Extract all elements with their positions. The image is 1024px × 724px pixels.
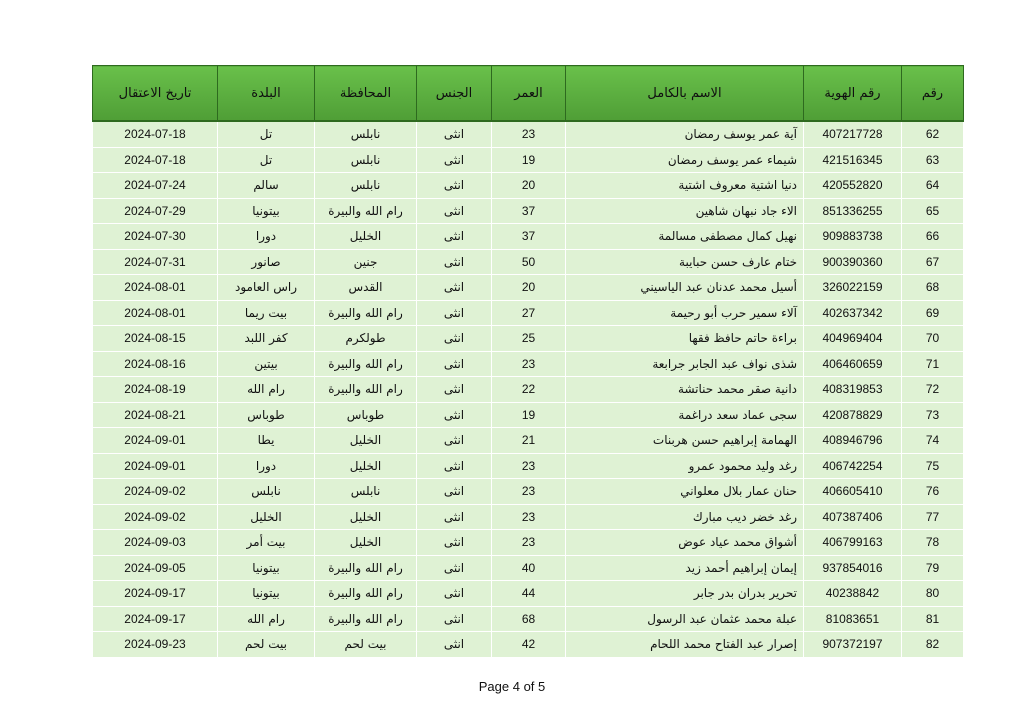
town-cell: بيتونيا bbox=[218, 198, 315, 224]
row-number-cell: 68 bbox=[902, 275, 964, 301]
age-cell: 37 bbox=[492, 224, 566, 250]
table-row bbox=[93, 300, 964, 326]
arrest-date-cell: 2024-09-02 bbox=[93, 504, 218, 530]
age-cell: 42 bbox=[492, 632, 566, 658]
town-cell: بيتونيا bbox=[218, 555, 315, 581]
table-row bbox=[93, 402, 964, 428]
row-number-cell: 69 bbox=[902, 300, 964, 326]
gender-cell: انثى bbox=[417, 275, 492, 301]
governorate-cell: طولكرم bbox=[315, 326, 417, 352]
id-number-cell: 402637342 bbox=[804, 300, 902, 326]
gender-cell: انثى bbox=[417, 249, 492, 275]
id-number-cell: 420878829 bbox=[804, 402, 902, 428]
table-row bbox=[93, 275, 964, 301]
age-cell: 44 bbox=[492, 581, 566, 607]
governorate-cell: رام الله والبيرة bbox=[315, 351, 417, 377]
governorate-cell: نابلس bbox=[315, 147, 417, 173]
table-row bbox=[93, 326, 964, 352]
full-name-cell: آية عمر يوسف رمضان bbox=[566, 121, 804, 147]
governorate-cell: نابلس bbox=[315, 121, 417, 147]
town-cell: الخليل bbox=[218, 504, 315, 530]
full-name-cell: رغد خضر ديب مبارك bbox=[566, 504, 804, 530]
full-name-cell: رغد وليد محمود عمرو bbox=[566, 453, 804, 479]
arrest-date-cell: 2024-09-02 bbox=[93, 479, 218, 505]
row-number-cell: 64 bbox=[902, 173, 964, 199]
gender-cell: انثى bbox=[417, 326, 492, 352]
arrest-date-cell: 2024-08-21 bbox=[93, 402, 218, 428]
table-row bbox=[93, 198, 964, 224]
table-row bbox=[93, 147, 964, 173]
row-number-cell: 77 bbox=[902, 504, 964, 530]
row-number-cell: 73 bbox=[902, 402, 964, 428]
age-cell: 23 bbox=[492, 504, 566, 530]
table-row bbox=[93, 173, 964, 199]
row-number-cell: 70 bbox=[902, 326, 964, 352]
row-number-cell: 81 bbox=[902, 606, 964, 632]
row-number-cell: 76 bbox=[902, 479, 964, 505]
town-cell: راس العامود bbox=[218, 275, 315, 301]
town-cell: تل bbox=[218, 121, 315, 147]
age-cell: 19 bbox=[492, 147, 566, 173]
gender-cell: انثى bbox=[417, 581, 492, 607]
age-cell: 20 bbox=[492, 173, 566, 199]
id-number-cell: 406742254 bbox=[804, 453, 902, 479]
governorate-cell: بيت لحم bbox=[315, 632, 417, 658]
town-cell: كفر اللبد bbox=[218, 326, 315, 352]
gender-cell: انثى bbox=[417, 377, 492, 403]
full-name-cell: حنان عمار بلال معلواني bbox=[566, 479, 804, 505]
id-number-cell: 404969404 bbox=[804, 326, 902, 352]
age-cell: 22 bbox=[492, 377, 566, 403]
id-number-cell: 406605410 bbox=[804, 479, 902, 505]
governorate-cell: رام الله والبيرة bbox=[315, 606, 417, 632]
table-row bbox=[93, 453, 964, 479]
age-cell: 27 bbox=[492, 300, 566, 326]
row-number-cell: 71 bbox=[902, 351, 964, 377]
governorate-cell: طوباس bbox=[315, 402, 417, 428]
governorate-cell: رام الله والبيرة bbox=[315, 198, 417, 224]
id-number-cell: 407217728 bbox=[804, 121, 902, 147]
town-cell: يطا bbox=[218, 428, 315, 454]
age-cell: 25 bbox=[492, 326, 566, 352]
id-number-cell: 81083651 bbox=[804, 606, 902, 632]
town-cell: بيت أمر bbox=[218, 530, 315, 556]
table-row bbox=[93, 530, 964, 556]
id-number-cell: 900390360 bbox=[804, 249, 902, 275]
table-row bbox=[93, 504, 964, 530]
age-cell: 21 bbox=[492, 428, 566, 454]
governorate-cell: رام الله والبيرة bbox=[315, 555, 417, 581]
arrest-date-cell: 2024-07-30 bbox=[93, 224, 218, 250]
gender-cell: انثى bbox=[417, 300, 492, 326]
id-number-cell: 408946796 bbox=[804, 428, 902, 454]
town-cell: رام الله bbox=[218, 606, 315, 632]
id-number-cell: 408319853 bbox=[804, 377, 902, 403]
row-number-cell: 72 bbox=[902, 377, 964, 403]
arrest-date-cell: 2024-09-03 bbox=[93, 530, 218, 556]
row-number-cell: 78 bbox=[902, 530, 964, 556]
id-number-cell: 907372197 bbox=[804, 632, 902, 658]
gender-cell: انثى bbox=[417, 198, 492, 224]
town-cell: بيتونيا bbox=[218, 581, 315, 607]
governorate-cell: الخليل bbox=[315, 530, 417, 556]
table-row bbox=[93, 377, 964, 403]
governorate-cell: رام الله والبيرة bbox=[315, 377, 417, 403]
town-cell: طوباس bbox=[218, 402, 315, 428]
header-id: رقم الهوية bbox=[804, 66, 902, 122]
arrest-date-cell: 2024-07-24 bbox=[93, 173, 218, 199]
table-row bbox=[93, 428, 964, 454]
row-number-cell: 63 bbox=[902, 147, 964, 173]
age-cell: 50 bbox=[492, 249, 566, 275]
gender-cell: انثى bbox=[417, 147, 492, 173]
id-number-cell: 420552820 bbox=[804, 173, 902, 199]
arrest-date-cell: 2024-07-18 bbox=[93, 147, 218, 173]
arrest-date-cell: 2024-08-01 bbox=[93, 275, 218, 301]
arrest-date-cell: 2024-09-01 bbox=[93, 428, 218, 454]
gender-cell: انثى bbox=[417, 632, 492, 658]
table-row bbox=[93, 581, 964, 607]
row-number-cell: 65 bbox=[902, 198, 964, 224]
arrest-date-cell: 2024-09-05 bbox=[93, 555, 218, 581]
full-name-cell: أسيل محمد عدنان عبد الياسيني bbox=[566, 275, 804, 301]
age-cell: 68 bbox=[492, 606, 566, 632]
governorate-cell: رام الله والبيرة bbox=[315, 300, 417, 326]
table-row bbox=[93, 351, 964, 377]
table-row bbox=[93, 121, 964, 147]
town-cell: تل bbox=[218, 147, 315, 173]
table-row bbox=[93, 224, 964, 250]
header-gender: الجنس bbox=[417, 66, 492, 122]
header-name: الاسم بالكامل bbox=[566, 66, 804, 122]
governorate-cell: الخليل bbox=[315, 428, 417, 454]
gender-cell: انثى bbox=[417, 555, 492, 581]
table-row bbox=[93, 249, 964, 275]
id-number-cell: 40238842 bbox=[804, 581, 902, 607]
full-name-cell: الاء جاد نبهان شاهين bbox=[566, 198, 804, 224]
arrest-date-cell: 2024-08-01 bbox=[93, 300, 218, 326]
age-cell: 23 bbox=[492, 453, 566, 479]
full-name-cell: سجى عماد سعد دراغمة bbox=[566, 402, 804, 428]
gender-cell: انثى bbox=[417, 606, 492, 632]
arrest-date-cell: 2024-08-16 bbox=[93, 351, 218, 377]
gender-cell: انثى bbox=[417, 530, 492, 556]
arrest-date-cell: 2024-09-17 bbox=[93, 606, 218, 632]
page-number: Page 4 of 5 bbox=[478, 679, 546, 694]
governorate-cell: الخليل bbox=[315, 504, 417, 530]
id-number-cell: 406799163 bbox=[804, 530, 902, 556]
full-name-cell: براءة حاتم حافظ فقها bbox=[566, 326, 804, 352]
full-name-cell: آلاء سمير حرب أبو رحيمة bbox=[566, 300, 804, 326]
id-number-cell: 406460659 bbox=[804, 351, 902, 377]
arrest-date-cell: 2024-08-19 bbox=[93, 377, 218, 403]
governorate-cell: جنين bbox=[315, 249, 417, 275]
row-number-cell: 75 bbox=[902, 453, 964, 479]
table-body bbox=[93, 121, 964, 657]
gender-cell: انثى bbox=[417, 402, 492, 428]
town-cell: بيت ريما bbox=[218, 300, 315, 326]
age-cell: 19 bbox=[492, 402, 566, 428]
row-number-cell: 62 bbox=[902, 121, 964, 147]
row-number-cell: 74 bbox=[902, 428, 964, 454]
id-number-cell: 937854016 bbox=[804, 555, 902, 581]
id-number-cell: 421516345 bbox=[804, 147, 902, 173]
full-name-cell: عبلة محمد عثمان عبد الرسول bbox=[566, 606, 804, 632]
gender-cell: انثى bbox=[417, 224, 492, 250]
arrest-date-cell: 2024-09-17 bbox=[93, 581, 218, 607]
governorate-cell: الخليل bbox=[315, 453, 417, 479]
header-age: العمر bbox=[492, 66, 566, 122]
full-name-cell: شذى نواف عبد الجابر جرابعة bbox=[566, 351, 804, 377]
age-cell: 23 bbox=[492, 351, 566, 377]
id-number-cell: 851336255 bbox=[804, 198, 902, 224]
header-num: رقم bbox=[902, 66, 964, 122]
row-number-cell: 79 bbox=[902, 555, 964, 581]
table-row bbox=[93, 632, 964, 658]
town-cell: دورا bbox=[218, 224, 315, 250]
full-name-cell: تحرير بدران بدر جابر bbox=[566, 581, 804, 607]
header-town: البلدة bbox=[218, 66, 315, 122]
id-number-cell: 909883738 bbox=[804, 224, 902, 250]
arrest-date-cell: 2024-09-01 bbox=[93, 453, 218, 479]
governorate-cell: نابلس bbox=[315, 479, 417, 505]
gender-cell: انثى bbox=[417, 428, 492, 454]
town-cell: نابلس bbox=[218, 479, 315, 505]
full-name-cell: أشواق محمد عياد عوض bbox=[566, 530, 804, 556]
arrest-date-cell: 2024-07-18 bbox=[93, 121, 218, 147]
full-name-cell: دنيا اشتية معروف اشتية bbox=[566, 173, 804, 199]
header-date: تاريخ الاعتقال bbox=[93, 66, 218, 122]
header-governorate: المحافظة bbox=[315, 66, 417, 122]
gender-cell: انثى bbox=[417, 453, 492, 479]
town-cell: صانور bbox=[218, 249, 315, 275]
gender-cell: انثى bbox=[417, 479, 492, 505]
gender-cell: انثى bbox=[417, 173, 492, 199]
age-cell: 20 bbox=[492, 275, 566, 301]
arrest-date-cell: 2024-07-31 bbox=[93, 249, 218, 275]
full-name-cell: إيمان إبراهيم أحمد زيد bbox=[566, 555, 804, 581]
detainees-table bbox=[92, 65, 964, 658]
full-name-cell: إصرار عبد الفتاح محمد اللحام bbox=[566, 632, 804, 658]
full-name-cell: دانية صقر محمد حناتشة bbox=[566, 377, 804, 403]
governorate-cell: نابلس bbox=[315, 173, 417, 199]
full-name-cell: شيماء عمر يوسف رمضان bbox=[566, 147, 804, 173]
age-cell: 37 bbox=[492, 198, 566, 224]
arrest-date-cell: 2024-09-23 bbox=[93, 632, 218, 658]
town-cell: بيت لحم bbox=[218, 632, 315, 658]
town-cell: بيتين bbox=[218, 351, 315, 377]
table-row bbox=[93, 606, 964, 632]
age-cell: 23 bbox=[492, 479, 566, 505]
gender-cell: انثى bbox=[417, 351, 492, 377]
age-cell: 40 bbox=[492, 555, 566, 581]
full-name-cell: الهمامة إبراهيم حسن هربنات bbox=[566, 428, 804, 454]
full-name-cell: ختام عارف حسن حبايبة bbox=[566, 249, 804, 275]
arrest-date-cell: 2024-08-15 bbox=[93, 326, 218, 352]
age-cell: 23 bbox=[492, 530, 566, 556]
row-number-cell: 66 bbox=[902, 224, 964, 250]
age-cell: 23 bbox=[492, 121, 566, 147]
full-name-cell: نهيل كمال مصطفى مسالمة bbox=[566, 224, 804, 250]
town-cell: دورا bbox=[218, 453, 315, 479]
gender-cell: انثى bbox=[417, 504, 492, 530]
table-row bbox=[93, 555, 964, 581]
town-cell: سالم bbox=[218, 173, 315, 199]
row-number-cell: 82 bbox=[902, 632, 964, 658]
gender-cell: انثى bbox=[417, 121, 492, 147]
table-header-row bbox=[93, 66, 964, 122]
table-row bbox=[93, 479, 964, 505]
governorate-cell: الخليل bbox=[315, 224, 417, 250]
town-cell: رام الله bbox=[218, 377, 315, 403]
governorate-cell: رام الله والبيرة bbox=[315, 581, 417, 607]
id-number-cell: 407387406 bbox=[804, 504, 902, 530]
governorate-cell: القدس bbox=[315, 275, 417, 301]
row-number-cell: 67 bbox=[902, 249, 964, 275]
id-number-cell: 326022159 bbox=[804, 275, 902, 301]
row-number-cell: 80 bbox=[902, 581, 964, 607]
arrest-date-cell: 2024-07-29 bbox=[93, 198, 218, 224]
